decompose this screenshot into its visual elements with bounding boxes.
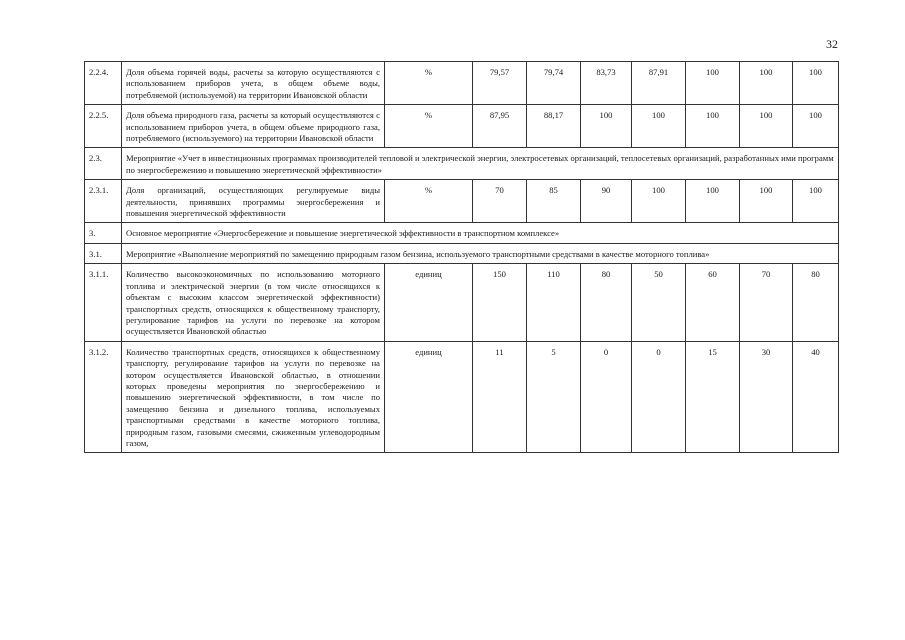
indicator-value: 70: [473, 180, 527, 223]
indicator-description: Доля объема горячей воды, расчеты за которую осуществляются с использованием приборов учета, в общем объеме воды, потребляемой (используемой) на территории Ивановской области: [122, 62, 385, 105]
indicator-value: 79,74: [527, 62, 581, 105]
indicator-row: [85, 180, 839, 223]
indicator-value: 100: [740, 62, 793, 105]
indicator-row: [85, 264, 839, 341]
indicator-value: 100: [632, 105, 686, 148]
indicator-value: 70: [740, 264, 793, 341]
row-number: 3.1.2.: [85, 341, 122, 453]
indicator-description: Доля организаций, осуществляющих регулируемые виды деятельности, принявших программы энергосбережения и повышения энергетической эффективности: [122, 180, 385, 223]
row-number: 3.1.: [85, 243, 122, 263]
indicator-value: 0: [632, 341, 686, 453]
indicator-unit: %: [385, 180, 473, 223]
indicator-value: 100: [740, 105, 793, 148]
indicator-value: 0: [581, 341, 632, 453]
indicator-value: 80: [581, 264, 632, 341]
row-number: 2.3.1.: [85, 180, 122, 223]
indicator-value: 79,57: [473, 62, 527, 105]
indicator-value: 90: [581, 180, 632, 223]
indicator-value: 60: [686, 264, 740, 341]
indicators-table: [84, 61, 839, 453]
row-number: 2.2.5.: [85, 105, 122, 148]
indicator-value: 110: [527, 264, 581, 341]
indicator-value: 85: [527, 180, 581, 223]
row-number: 2.2.4.: [85, 62, 122, 105]
indicator-value: 30: [740, 341, 793, 453]
indicator-value: 87,91: [632, 62, 686, 105]
indicator-value: 100: [686, 105, 740, 148]
indicator-value: 100: [581, 105, 632, 148]
indicator-value: 100: [793, 180, 839, 223]
indicator-value: 100: [793, 105, 839, 148]
measure-text: Мероприятие «Учет в инвестиционных программах производителей тепловой и электрической энергии, электросетевых организаций, теплосетевых организаций, разработанных ими программ по энергосбережению и повышению энергетической эффективности»: [122, 148, 839, 180]
indicator-value: 80: [793, 264, 839, 341]
measure-row: [85, 243, 839, 263]
table-body: [85, 62, 839, 453]
measure-row: [85, 148, 839, 180]
indicator-row: [85, 341, 839, 453]
indicator-value: 83,73: [581, 62, 632, 105]
indicator-value: 100: [632, 180, 686, 223]
indicator-description: Количество транспортных средств, относящихся к общественному транспорту, регулирование тарифов на услуги по перевозке на котором осуществляется Ивановской областью, в отношении которых проведены мероприятия по энергосбережению и повышению энергетической эффективности, в том числе по замещению бензина и дизельного топлива, используемых транспортными средствами в качестве моторного топлива, природным газом, газовыми смесями, сжиженным углеводородным газом,: [122, 341, 385, 453]
indicator-value: 100: [686, 62, 740, 105]
indicator-value: 50: [632, 264, 686, 341]
indicator-row: [85, 62, 839, 105]
indicator-value: 100: [740, 180, 793, 223]
indicator-value: 87,95: [473, 105, 527, 148]
measure-row: [85, 223, 839, 243]
indicator-unit: единиц: [385, 341, 473, 453]
indicator-value: 11: [473, 341, 527, 453]
indicator-value: 100: [793, 62, 839, 105]
row-number: 2.3.: [85, 148, 122, 180]
indicator-description: Количество высокоэкономичных по использованию моторного топлива и электрической энергии (в том числе относящихся к объектам с высоким классом энергетической эффективности) транспортных средств, относящихся к общественному транспорту, регулирование тарифов на услуги по перевозке на котором осуществляется Ивановской областью: [122, 264, 385, 341]
indicator-row: [85, 105, 839, 148]
measure-text: Основное мероприятие «Энергосбережение и повышение энергетической эффективности в транспортном комплексе»: [122, 223, 839, 243]
indicator-unit: %: [385, 62, 473, 105]
indicator-unit: единиц: [385, 264, 473, 341]
indicator-value: 40: [793, 341, 839, 453]
indicator-value: 15: [686, 341, 740, 453]
indicator-value: 5: [527, 341, 581, 453]
indicator-description: Доля объема природного газа, расчеты за который осуществляются с использованием приборов учета, в общем объеме природного газа, потребляемого (используемого) на территории Ивановской области: [122, 105, 385, 148]
page-number: 32: [826, 37, 838, 51]
measure-text: Мероприятие «Выполнение мероприятий по замещению природным газом бензина, используемого транспортными средствами в качестве моторного топлива»: [122, 243, 839, 263]
indicator-unit: %: [385, 105, 473, 148]
row-number: 3.: [85, 223, 122, 243]
indicator-value: 150: [473, 264, 527, 341]
indicator-value: 88,17: [527, 105, 581, 148]
indicator-value: 100: [686, 180, 740, 223]
row-number: 3.1.1.: [85, 264, 122, 341]
